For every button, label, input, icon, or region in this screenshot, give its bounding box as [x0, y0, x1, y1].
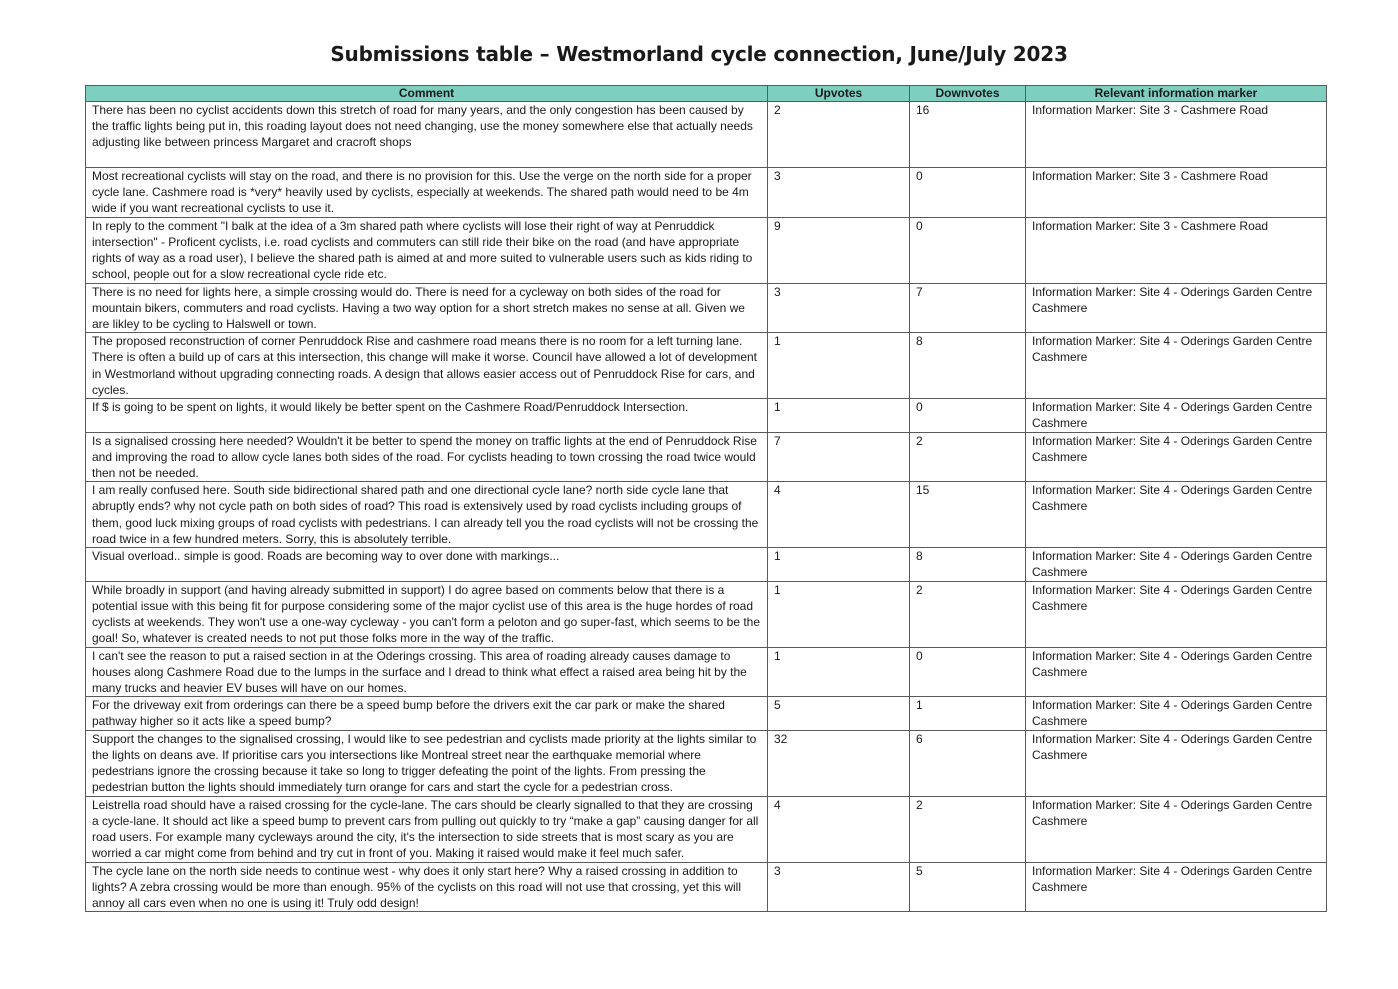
- marker-cell: Information Marker: Site 4 - Oderings Garden Centre Cashmere: [1026, 730, 1327, 796]
- table-row: [86, 482, 1327, 548]
- comment-cell: There has been no cyclist accidents down this stretch of road for many years, and the only congestion has been caused by the traffic lights being put in, this roading layout does not need changing, use the money somewhere else that actually needs adjusting like between princess Margaret and cracroft shops: [86, 102, 768, 168]
- upvotes-cell: 1: [768, 647, 910, 697]
- downvotes-cell: 2: [910, 581, 1026, 647]
- marker-cell: Information Marker: Site 4 - Oderings Garden Centre Cashmere: [1026, 647, 1327, 697]
- upvotes-cell: 4: [768, 796, 910, 862]
- table-row: [86, 548, 1327, 581]
- upvotes-cell: 4: [768, 482, 910, 548]
- marker-cell: Information Marker: Site 4 - Oderings Garden Centre Cashmere: [1026, 482, 1327, 548]
- downvotes-cell: 8: [910, 333, 1026, 399]
- comment-cell: Most recreational cyclists will stay on the road, and there is no provision for this. Use the verge on the north side for a proper cycle lane. Cashmere road is *very* heavily used by cyclists, especially at weekends. The shared path would need to be 4m wide if you want recreational cyclists to use it.: [86, 168, 768, 218]
- downvotes-cell: 8: [910, 548, 1026, 581]
- marker-cell: Information Marker: Site 4 - Oderings Garden Centre Cashmere: [1026, 548, 1327, 581]
- comment-cell: Visual overload.. simple is good. Roads are becoming way to over done with markings...: [86, 548, 768, 581]
- downvotes-cell: 2: [910, 432, 1026, 482]
- downvotes-cell: 2: [910, 796, 1026, 862]
- header-downvotes: Downvotes: [910, 86, 1026, 102]
- comment-cell: I can't see the reason to put a raised section in at the Oderings crossing. This area of roading already causes damage to houses along Cashmere Road due to the lumps in the surface and I dread to think what effect a raised area being hit by the many trucks and heavier EV buses will have on our homes.: [86, 647, 768, 697]
- marker-cell: Information Marker: Site 4 - Oderings Garden Centre Cashmere: [1026, 581, 1327, 647]
- comment-cell: There is no need for lights here, a simple crossing would do. There is need for a cycleway on both sides of the road for mountain bikers, commuters and road cyclists. Having a two way option for a short stretch makes no sense at all. Given we are likley to be cycling to Halswell or town.: [86, 283, 768, 333]
- submissions-table: [85, 85, 1327, 912]
- upvotes-cell: 3: [768, 862, 910, 912]
- upvotes-cell: 9: [768, 217, 910, 283]
- header-upvotes: Upvotes: [768, 86, 910, 102]
- upvotes-cell: 1: [768, 333, 910, 399]
- marker-cell: Information Marker: Site 4 - Oderings Garden Centre Cashmere: [1026, 697, 1327, 730]
- upvotes-cell: 3: [768, 168, 910, 218]
- marker-cell: Information Marker: Site 3 - Cashmere Road: [1026, 102, 1327, 168]
- comment-cell: Is a signalised crossing here needed? Wouldn't it be better to spend the money on traffic lights at the end of Penruddock Rise and improving the road to allow cycle lanes both sides of the road. For cyclists heading to town crossing the road twice would then not be needed.: [86, 432, 768, 482]
- header-comment: Comment: [86, 86, 768, 102]
- upvotes-cell: 1: [768, 548, 910, 581]
- comment-cell: I am really confused here. South side bidirectional shared path and one directional cycle lane? north side cycle lane that abruptly ends? why not cycle path on both sides of road? This road is extensively used by road cyclists including groups of them, good luck mixing groups of road cyclists with pedestrians. I can already tell you the road cyclists will not be crossing the road twice in a few hundred meters. Sorry, this is absolutely terrible.: [86, 482, 768, 548]
- table-row: [86, 168, 1327, 218]
- table-row: [86, 697, 1327, 730]
- downvotes-cell: 1: [910, 697, 1026, 730]
- table-row: [86, 647, 1327, 697]
- downvotes-cell: 6: [910, 730, 1026, 796]
- downvotes-cell: 15: [910, 482, 1026, 548]
- upvotes-cell: 2: [768, 102, 910, 168]
- downvotes-cell: 0: [910, 168, 1026, 218]
- table-row: [86, 862, 1327, 912]
- table-row: [86, 730, 1327, 796]
- upvotes-cell: 7: [768, 432, 910, 482]
- comment-cell: If $ is going to be spent on lights, it would likely be better spent on the Cashmere Road/Penruddock Intersection.: [86, 399, 768, 432]
- upvotes-cell: 3: [768, 283, 910, 333]
- marker-cell: Information Marker: Site 4 - Oderings Garden Centre Cashmere: [1026, 796, 1327, 862]
- downvotes-cell: 0: [910, 647, 1026, 697]
- upvotes-cell: 5: [768, 697, 910, 730]
- table-row: [86, 432, 1327, 482]
- downvotes-cell: 0: [910, 217, 1026, 283]
- downvotes-cell: 16: [910, 102, 1026, 168]
- table-row: [86, 796, 1327, 862]
- marker-cell: Information Marker: Site 3 - Cashmere Road: [1026, 217, 1327, 283]
- marker-cell: Information Marker: Site 4 - Oderings Garden Centre Cashmere: [1026, 283, 1327, 333]
- comment-cell: While broadly in support (and having already submitted in support) I do agree based on comments below that there is a potential issue with this being fit for purpose considering some of the major cyclist use of this area is the huge hordes of road cyclists at weekends. They won't use a one-way cycleway - you can't form a peloton and go super-fast, which seems to be the goal! So, whatever is created needs to not put those folks more in the way of the traffic.: [86, 581, 768, 647]
- table-row: [86, 581, 1327, 647]
- downvotes-cell: 5: [910, 862, 1026, 912]
- comment-cell: For the driveway exit from orderings can there be a speed bump before the drivers exit the car park or make the shared pathway higher so it acts like a speed bump?: [86, 697, 768, 730]
- comment-cell: In reply to the comment "I balk at the idea of a 3m shared path where cyclists will lose their right of way at Penruddick intersection" - Proficent cyclists, i.e. road cyclists and commuters can still ride their bike on the road (and have appropriate rights of way as a road user), I believe the shared path is aimed at and more suited to vulnerable users such as kids riding to school, people out for a slow recreational cycle ride etc.: [86, 217, 768, 283]
- upvotes-cell: 1: [768, 399, 910, 432]
- marker-cell: Information Marker: Site 4 - Oderings Garden Centre Cashmere: [1026, 862, 1327, 912]
- table-row: [86, 102, 1327, 168]
- table-header-row: [86, 86, 1327, 102]
- marker-cell: Information Marker: Site 4 - Oderings Garden Centre Cashmere: [1026, 432, 1327, 482]
- downvotes-cell: 7: [910, 283, 1026, 333]
- marker-cell: Information Marker: Site 3 - Cashmere Road: [1026, 168, 1327, 218]
- comment-cell: Leistrella road should have a raised crossing for the cycle-lane. The cars should be clearly signalled to that they are crossing a cycle-lane. It should act like a speed bump to prevent cars from pulling out quickly to try “make a gap” causing danger for all road users. For example many cycleways around the city, it's the intersection to side streets that is most scary as you are worried a car might come from behind and try cut in front of you. Making it raised would make it feel much safer.: [86, 796, 768, 862]
- table-row: [86, 399, 1327, 432]
- downvotes-cell: 0: [910, 399, 1026, 432]
- comment-cell: The cycle lane on the north side needs to continue west - why does it only start here? Why a raised crossing in addition to lights? A zebra crossing would be more than enough. 95% of the cyclists on this road will not use that crossing, yet this will annoy all cars even when no one is using it! Truly odd design!: [86, 862, 768, 912]
- header-marker: Relevant information marker: [1026, 86, 1327, 102]
- upvotes-cell: 1: [768, 581, 910, 647]
- comment-cell: Support the changes to the signalised crossing, I would like to see pedestrian and cyclists made priority at the lights similar to the lights on deans ave. If prioritise cars you intersections like Montreal street near the earthquake memorial where pedestrians ignore the crossing because it take so long to trigger defeating the point of the lights. From pressing the pedestrian button the lights should immediately turn orange for cars and start the cycle for a pedestrian cross.: [86, 730, 768, 796]
- marker-cell: Information Marker: Site 4 - Oderings Garden Centre Cashmere: [1026, 333, 1327, 399]
- table-row: [86, 283, 1327, 333]
- comment-cell: The proposed reconstruction of corner Penruddock Rise and cashmere road means there is no room for a left turning lane. There is often a build up of cars at this intersection, this change will make it worse. Council have allowed a lot of development in Westmorland without upgrading connecting roads. A design that allows easier access out of Penruddock Rise for cars, and cycles.: [86, 333, 768, 399]
- table-row: [86, 217, 1327, 283]
- upvotes-cell: 32: [768, 730, 910, 796]
- marker-cell: Information Marker: Site 4 - Oderings Garden Centre Cashmere: [1026, 399, 1327, 432]
- table-row: [86, 333, 1327, 399]
- page-title: Submissions table – Westmorland cycle connection, June/July 2023: [330, 42, 1068, 66]
